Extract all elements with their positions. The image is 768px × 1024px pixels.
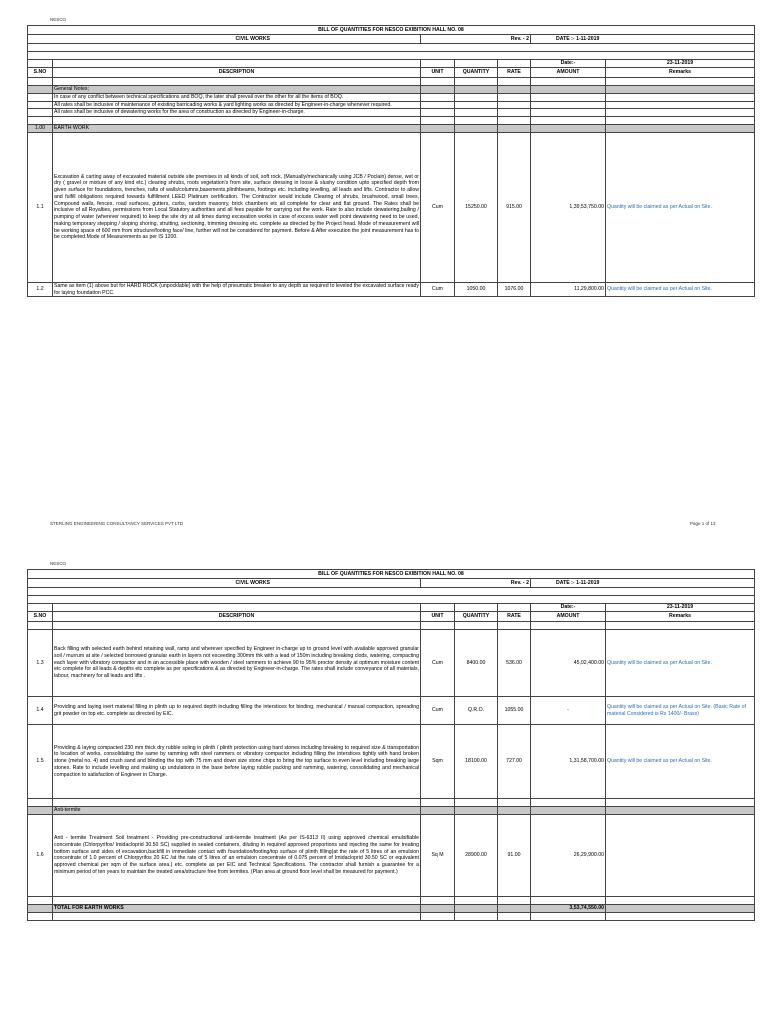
header-unit: UNIT xyxy=(421,612,455,622)
note-row xyxy=(28,101,755,109)
column-header-row xyxy=(28,612,755,622)
total-row xyxy=(28,904,755,912)
date-value: 23-11-2019 xyxy=(606,604,755,612)
org-label: NESCO xyxy=(50,561,67,566)
table-row xyxy=(28,630,755,697)
header-sno: S.NO xyxy=(28,68,53,78)
footer-company: STERLING ENGINEERING CONSULTANCY SERVICES PVT LTD xyxy=(50,521,184,526)
header-remarks: Remarks xyxy=(606,612,755,622)
general-notes-title: General Notes; xyxy=(53,86,421,94)
header-rate: RATE xyxy=(498,612,531,622)
blank-row xyxy=(28,44,755,52)
note-row xyxy=(28,93,755,101)
item-description: Excavation & carting away of excavated material outside site premises in all kinds of soil, soft rock, (Manually/mechanically using JCB / Poclain) dense, wet or dry ( gravel or mixture of any kind etc.) clearing shrubs, roots vegetation's from site, surface dressing in loose & slushy condition upto specified depth from given surface for foundations, trenches, rafts of walls/columns,basements,plinthbeams, footings etc. including levelling, all leads and lifts. Contractor to allow and fulfill obligations required towards fulfillment LEED Platinum certification. The Contractor would include Clearing of shrubs, brushwood, small trees, Compound walls, fences, road surfaces, gutters, curbs, random masonry, brick chambers etc all complete for clear and flat ground. The Rates shall be inclusive of all Royalties, permissions from Local Statutory authorities and all fees payable for carrying out the work. Rate to also include dewatering,bailing / pumping of water (wherever required) to keep the site dry at all times during excavation works in case of excess water well point dewatering need to be used, making temporary stepping / sloping shoring, strutting, sectioning, trimming dressing etc. complete as directed by the Project head. Mode of measurement will be working space of 600 mm from structure/footing face/ line, further will not be considered for payment. Before & After execution the joint measurement has to be completed.Mode of Measurements as per IS 1200. xyxy=(53,132,421,282)
blank-row xyxy=(28,78,755,86)
section-title: Anti-termite xyxy=(53,807,421,815)
item-description: Providing and laying inert material filling in plinth up to required depth including filling the interstices for binding, mechanical / manual compaction, spreading grit powder on top etc. complete as directed by EIC. xyxy=(53,697,421,725)
rev-label: Rev. - 2 xyxy=(421,35,531,44)
date-top: DATE :- 1-11-2019 xyxy=(531,579,755,588)
item-remarks: Quantity will be claimed as per Actual on Site. xyxy=(606,282,755,297)
table-row xyxy=(28,814,755,896)
item-description: Anti - termite Treatment Soil treatment - Providing pre-constructional anti-termite treatment (As per IS-6313 II) using approved chemical emulsifiable concentrate (Chlorpyrifos/ Imidacloprid 30.50 SC) supplied in sealed containers, diluting in required approved proportions and injecting the same for treating bottom surface and sides of excavation,backfill in immediate contact with foundation/footing/top surface of plinth filling(at the rate of 5 litres of an emulsion concentrate of 1.0 percent of Chlorpyrifos 20 EC /at the rate of 5 litres of an emulsion concentrate of 0.075 percent of Imidacloprid 30.50 SC or equivalent approved chemical per sqm of the surface area.) etc. complete as per EIC and Technical Specifications. The contractor shall furnish a guarantee for a minimum period of ten years to maintain the treated area/structure free from termites. (Plan area at ground floor level shall be measured for payment.) xyxy=(53,814,421,896)
item-remarks: Quantity will be claimed as per Actual on Site. xyxy=(606,132,755,282)
header-amount: AMOUNT xyxy=(531,612,606,622)
blank-row xyxy=(28,799,755,807)
header-quantity: QUANTITY xyxy=(455,68,498,78)
item-rate: 1076.00 xyxy=(498,282,531,297)
date-value: 23-11-2019 xyxy=(606,60,755,68)
blank-row xyxy=(28,896,755,904)
item-rate: 1055.00 xyxy=(498,697,531,725)
header-sno: S.NO xyxy=(28,612,53,622)
date-row xyxy=(28,604,755,612)
org-label: NESCO xyxy=(50,17,67,22)
civil-works-label: CIVIL WORKS xyxy=(28,579,421,588)
total-label: TOTAL FOR EARTH WORKS xyxy=(53,904,421,912)
date-top: DATE :- 1-11-2019 xyxy=(531,35,755,44)
header-description: DESCRIPTION xyxy=(53,68,421,78)
note-text: All rates shall be inclusive of maintenance of existing barricading works & yard lighting works as directed by Engineer-in-charge whenever required. xyxy=(53,101,421,109)
item-sno: 1.4 xyxy=(28,697,53,725)
item-unit: Cum xyxy=(421,132,455,282)
item-remarks: Quantity will be claimed as per Actual on Site. xyxy=(606,725,755,799)
item-sno: 1.6 xyxy=(28,814,53,896)
item-amount: 1,39,53,750.00 xyxy=(531,132,606,282)
item-quantity: Q.R.O. xyxy=(455,697,498,725)
blank-row xyxy=(28,117,755,125)
item-unit: Cum xyxy=(421,630,455,697)
item-unit: Cum xyxy=(421,282,455,297)
item-quantity: 1050.00 xyxy=(455,282,498,297)
item-remarks: Quantity will be claimed as per Actual on Site. (Basic Rate of material Considered is Rs 1400/- Brass) xyxy=(606,697,755,725)
blank-row xyxy=(28,622,755,630)
item-sno: 1.1 xyxy=(28,132,53,282)
date-row xyxy=(28,60,755,68)
item-quantity: 18100.00 xyxy=(455,725,498,799)
item-amount: 26,29,900.00 xyxy=(531,814,606,896)
item-description: Back filling with selected earth behind retaining wall, ramp and wherever specified by Engineer in-charge up to ground level with available approved granular soil / murrum at site / selected borrowed granular earth in layers not exceeding 300mm thk with a lead of 150m including breaking clods, watering, compacting each layer with vibratory compactor and in an accessible place with wooden / steel rammers to achieve 90 to 95% proctor density at optimum moisture content etc complete for all leads & depths etc complete as per specifications & as directed by Engineer-in-charge. The rates shall include conveyance of all materials, labour, machinery for all leads and lifts . xyxy=(53,630,421,697)
item-quantity: 15250.00 xyxy=(455,132,498,282)
blank-row xyxy=(28,596,755,604)
boq-table-page-1 xyxy=(27,25,755,297)
section-row-general-notes xyxy=(28,86,755,94)
boq-title: BILL OF QUANTITIES FOR NESCO EXIBITION HALL NO. 08 xyxy=(28,570,755,579)
header-amount: AMOUNT xyxy=(531,68,606,78)
table-row xyxy=(28,282,755,297)
boq-title: BILL OF QUANTITIES FOR NESCO EXIBITION HALL NO. 08 xyxy=(28,26,755,35)
item-rate: 536.00 xyxy=(498,630,531,697)
item-amount: 1,31,58,700.00 xyxy=(531,725,606,799)
item-quantity: 8400.00 xyxy=(455,630,498,697)
item-sno: 1.2 xyxy=(28,282,53,297)
boq-table-page-2 xyxy=(27,569,755,921)
table-row xyxy=(28,725,755,799)
subtitle-row xyxy=(28,35,755,44)
section-row-anti-termite xyxy=(28,807,755,815)
item-unit: Sq M xyxy=(421,814,455,896)
item-amount: 45,02,400.00 xyxy=(531,630,606,697)
note-text: In case of any conflict between technical specifications and BOQ, the later shall prevail over the other for all the items of BOQ. xyxy=(53,93,421,101)
item-remarks xyxy=(606,814,755,896)
blank-row xyxy=(28,912,755,920)
date-label: Date:- xyxy=(531,60,606,68)
title-row xyxy=(28,570,755,579)
header-description: DESCRIPTION xyxy=(53,612,421,622)
table-row xyxy=(28,132,755,282)
note-text: All rates shall be inclusive of dewatering works for the area of construction as directed by Engineer-in-charge. xyxy=(53,109,421,117)
item-unit: Cum xyxy=(421,697,455,725)
section-title: EARTH WORK xyxy=(53,125,421,133)
column-header-row xyxy=(28,68,755,78)
total-amount: 3,53,74,550.00 xyxy=(531,904,606,912)
item-rate: 91.00 xyxy=(498,814,531,896)
blank-row xyxy=(28,52,755,60)
note-row xyxy=(28,109,755,117)
item-unit: Sqm xyxy=(421,725,455,799)
civil-works-label: CIVIL WORKS xyxy=(28,35,421,44)
item-rate: 727.00 xyxy=(498,725,531,799)
header-unit: UNIT xyxy=(421,68,455,78)
subtitle-row xyxy=(28,579,755,588)
item-sno: 1.5 xyxy=(28,725,53,799)
header-quantity: QUANTITY xyxy=(455,612,498,622)
title-row xyxy=(28,26,755,35)
table-row xyxy=(28,697,755,725)
section-row-earth-work xyxy=(28,125,755,133)
footer-page-number: Page 1 of 13 xyxy=(690,521,716,526)
item-amount: 11,29,800.00 xyxy=(531,282,606,297)
item-sno: 1.3 xyxy=(28,630,53,697)
section-sno: 1.00 xyxy=(28,125,53,133)
item-remarks: Quantity will be claimed as per Actual on Site. xyxy=(606,630,755,697)
blank-row xyxy=(28,588,755,596)
header-rate: RATE xyxy=(498,68,531,78)
item-quantity: 28900.00 xyxy=(455,814,498,896)
rev-label: Rev. - 2 xyxy=(421,579,531,588)
item-description: Same as item (1) above but for HARD ROCK (unpocklable) with the help of pneumatic breaker to any depth as required to leveled the excavated surface ready for laying foundation PCC. xyxy=(54,282,419,296)
item-rate: 915.00 xyxy=(498,132,531,282)
item-amount: - xyxy=(531,697,606,725)
item-description: Providing & laying compacted 230 mm thick dry rubble soling in plinth / plinth protection using hard stones including breaking to required size & transportation to location of works, consolidating the same by ramming with steel rammers or vibratory compactor including filling the interstices tightly with hand broken stone (metal no. 4) and crush sand and blinding the top with 75 mm and down size stone chips to bring the top surface to even level including breaking large stones. Rate to include levelling and making up undulations in the base before laying rubble packing and ramming, watering, consolidating and mechanical compaction to satisfaction of Engineer in Charge. xyxy=(53,725,421,799)
header-remarks: Remarks xyxy=(606,68,755,78)
date-label: Date:- xyxy=(531,604,606,612)
